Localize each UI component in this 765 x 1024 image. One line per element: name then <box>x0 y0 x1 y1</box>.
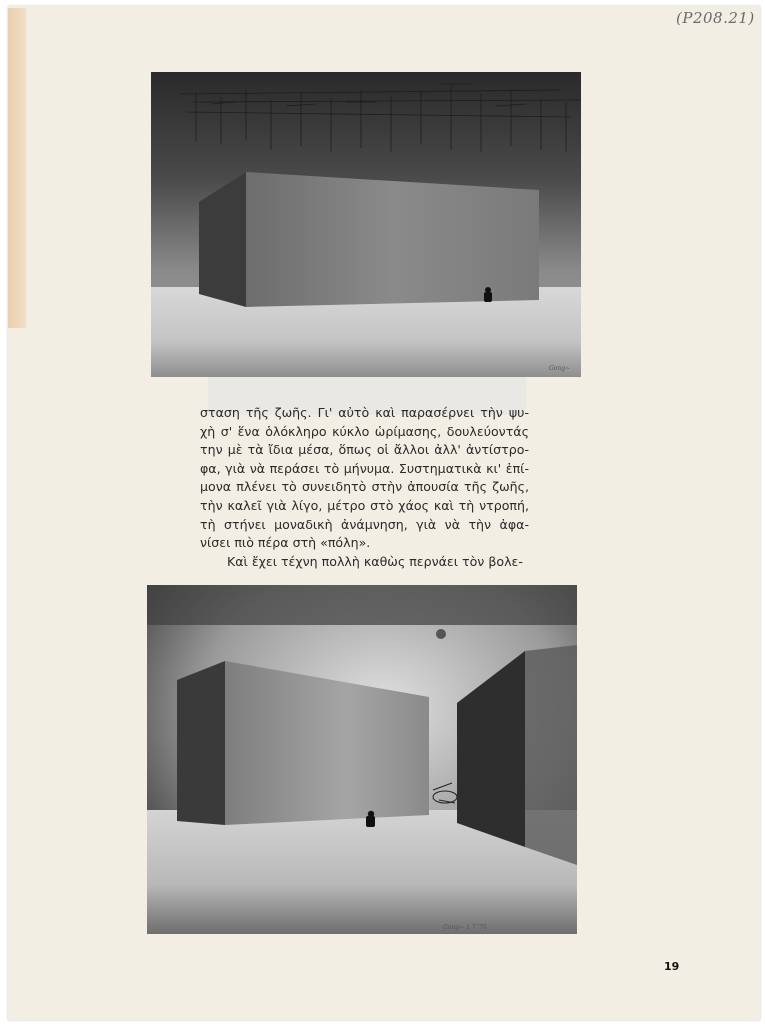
distant-orb <box>436 629 446 639</box>
monolith-face <box>246 172 539 307</box>
svg-text:Gong~ 1 7 '76: Gong~ 1 7 '76 <box>443 924 487 931</box>
seated-figure <box>484 287 492 302</box>
article-text <box>200 404 529 571</box>
text-line: τὴ στήνει μοναδικὴ ἀνάμνηση, γιὰ νὰ τὴν ἀφα- <box>200 516 529 532</box>
text-line: σταση τῆς ζωῆς. Γι' αὐτὸ καὶ παρασέρνει τὴν ψυ- <box>200 405 529 420</box>
text-line: μονα πλένει τὸ συνειδητὸ στὴν ἀπουσία τῆς ζωῆς, <box>200 479 529 495</box>
illustration-top <box>151 72 581 377</box>
text-line: χὴ σ' ἕνα ὁλόκληρο κύκλο ὡρίμασης, δουλεύοντάς <box>200 423 529 439</box>
illustration-bottom <box>147 585 577 934</box>
text-line: φα, γιὰ νὰ περάσει τὸ μήνυμα. Συστηματικὰ κι' ἐπί- <box>200 460 529 476</box>
text-line: νίσει πιὸ πέρα στὴ «πόλη». <box>200 535 371 551</box>
text-line: τὴν καλεῖ γιὰ λίγο, μέτρο στὸ χάος καὶ τὴ ντροπή, <box>200 497 529 513</box>
block-side <box>177 661 225 825</box>
page-number: 19 <box>664 960 680 973</box>
text-line: την μὲ τὰ ἴδια μέσα, ὅπως οἱ ἄλλοι ἀλλ' ἀντίστρο- <box>200 442 529 458</box>
svg-text:Gong~: Gong~ <box>549 365 571 372</box>
pencil-annotation: (Ρ208.21) <box>676 9 755 27</box>
tape-strip <box>8 8 26 328</box>
paragraph-start: Καὶ ἔχει τέχνη πολλὴ καθὼς περνάει τὸν βολε- <box>227 553 523 569</box>
